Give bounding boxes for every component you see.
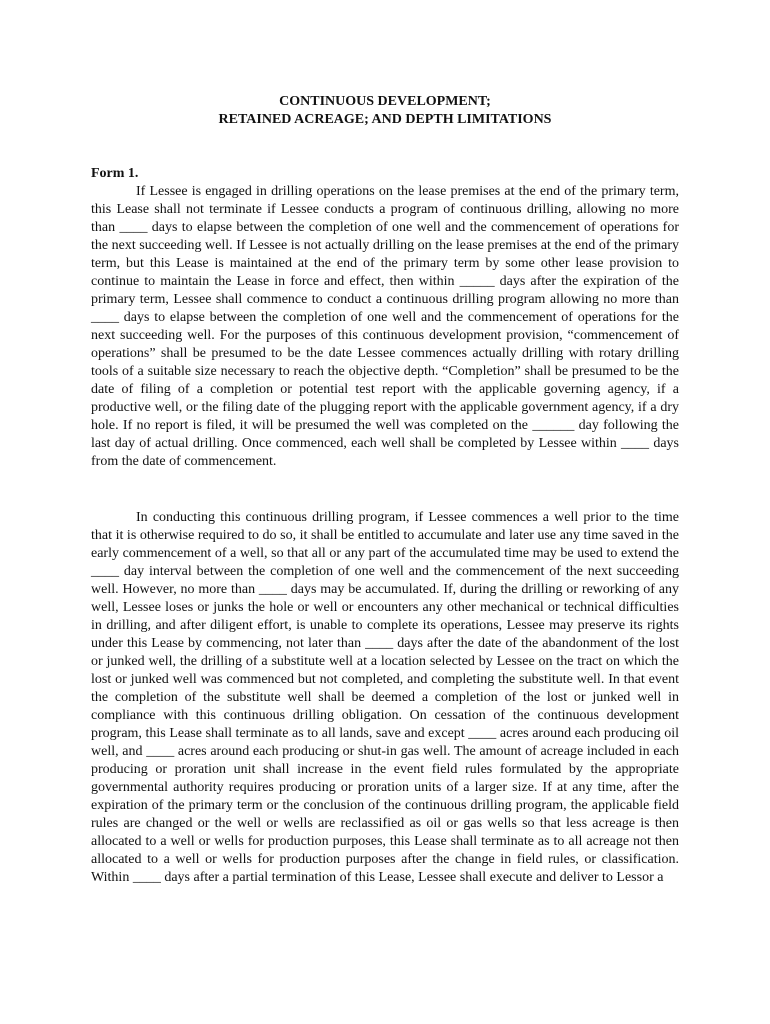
title-line-1: CONTINUOUS DEVELOPMENT; [279,94,491,109]
paragraph-2: In conducting this continuous drilling program, if Lessee commences a well prior to the time that it is otherwise required to do so, it shall be entitled to accumulate and later use any time saved in the early commencement of a well, so that all or any part of the accumulated time may be used to extend the ____ day interval between the completion of one well and the commencement of the next succeeding well. However, no more than ____ days may be accumulated. If, during the drilling or reworking of any well, Lessee loses or junks the hole or well or encounters any other mechanical or technical difficulties in drilling, and after diligent effort, is unable to complete its operations, Lessee may preserve its rights under this Lease by commencing, not later than ____ days after the date of the abandonment of the lost or junked well, the drilling of a substitute well at a location selected by Lessee on the tract on which the lost or junked well was commenced but not completed, and completing the substitute well. In that event the completion of the substitute well shall be deemed a completion of the lost or junked well in compliance with this continuous drilling obligation. On cessation of the continuous development program, this Lease shall terminate as to all lands, save and except ____ acres around each producing oil well, and ____ acres around each producing or shut-in gas well. The amount of acreage included in each producing or proration unit shall increase in the event field rules formulated by the appropriate governmental authority requires producing or proration units of a larger size. If at any time, after the expiration of the primary term or the conclusion of the continuous drilling program, the applicable field rules are changed or the well or wells are reclassified as oil or gas wells so that less acreage is then allocated to a well or wells for production purposes, this Lease shall terminate as to all acreage not then allocated to a well or wells for production purposes after the change in field rules, or classification. Within ____ days after a partial termination of this Lease, Lessee shall execute and deliver to Lessor a [91,510,679,885]
document-title [0,93,770,129]
section-heading: Form 1. [91,166,139,181]
title-line-2: RETAINED ACREAGE; AND DEPTH LIMITATIONS [218,112,552,127]
paragraph-1: If Lessee is engaged in drilling operations on the lease premises at the end of the primary term, this Lease shall not terminate if Lessee conducts a program of continuous drilling, allowing no more than ____ days to elapse between the completion of one well and the commencement of operations for the next succeeding well. If Lessee is not actually drilling on the lease premises at the end of the primary term, but this Lease is maintained at the end of the primary term by some other lease provision to continue to maintain the Lease in force and effect, then within _____ days after the expiration of the primary term, Lessee shall commence to conduct a continuous drilling program allowing no more than ____ days to elapse between the completion of one well and the commencement of operations for the next succeeding well. For the purposes of this continuous development provision, “commencement of operations” shall be presumed to be the date Lessee commences actually drilling with rotary drilling tools of a suitable size necessary to reach the objective depth. “Completion” shall be presumed to be the date of filing of a completion or potential test report with the applicable governing agency, if a productive well, or the filing date of the plugging report with the applicable government agency, if a dry hole. If no report is filed, it will be presumed the well was completed on the ______ day following the last day of actual drilling. Once commenced, each well shall be completed by Lessee within ____ days from the date of commencement. [91,184,679,469]
